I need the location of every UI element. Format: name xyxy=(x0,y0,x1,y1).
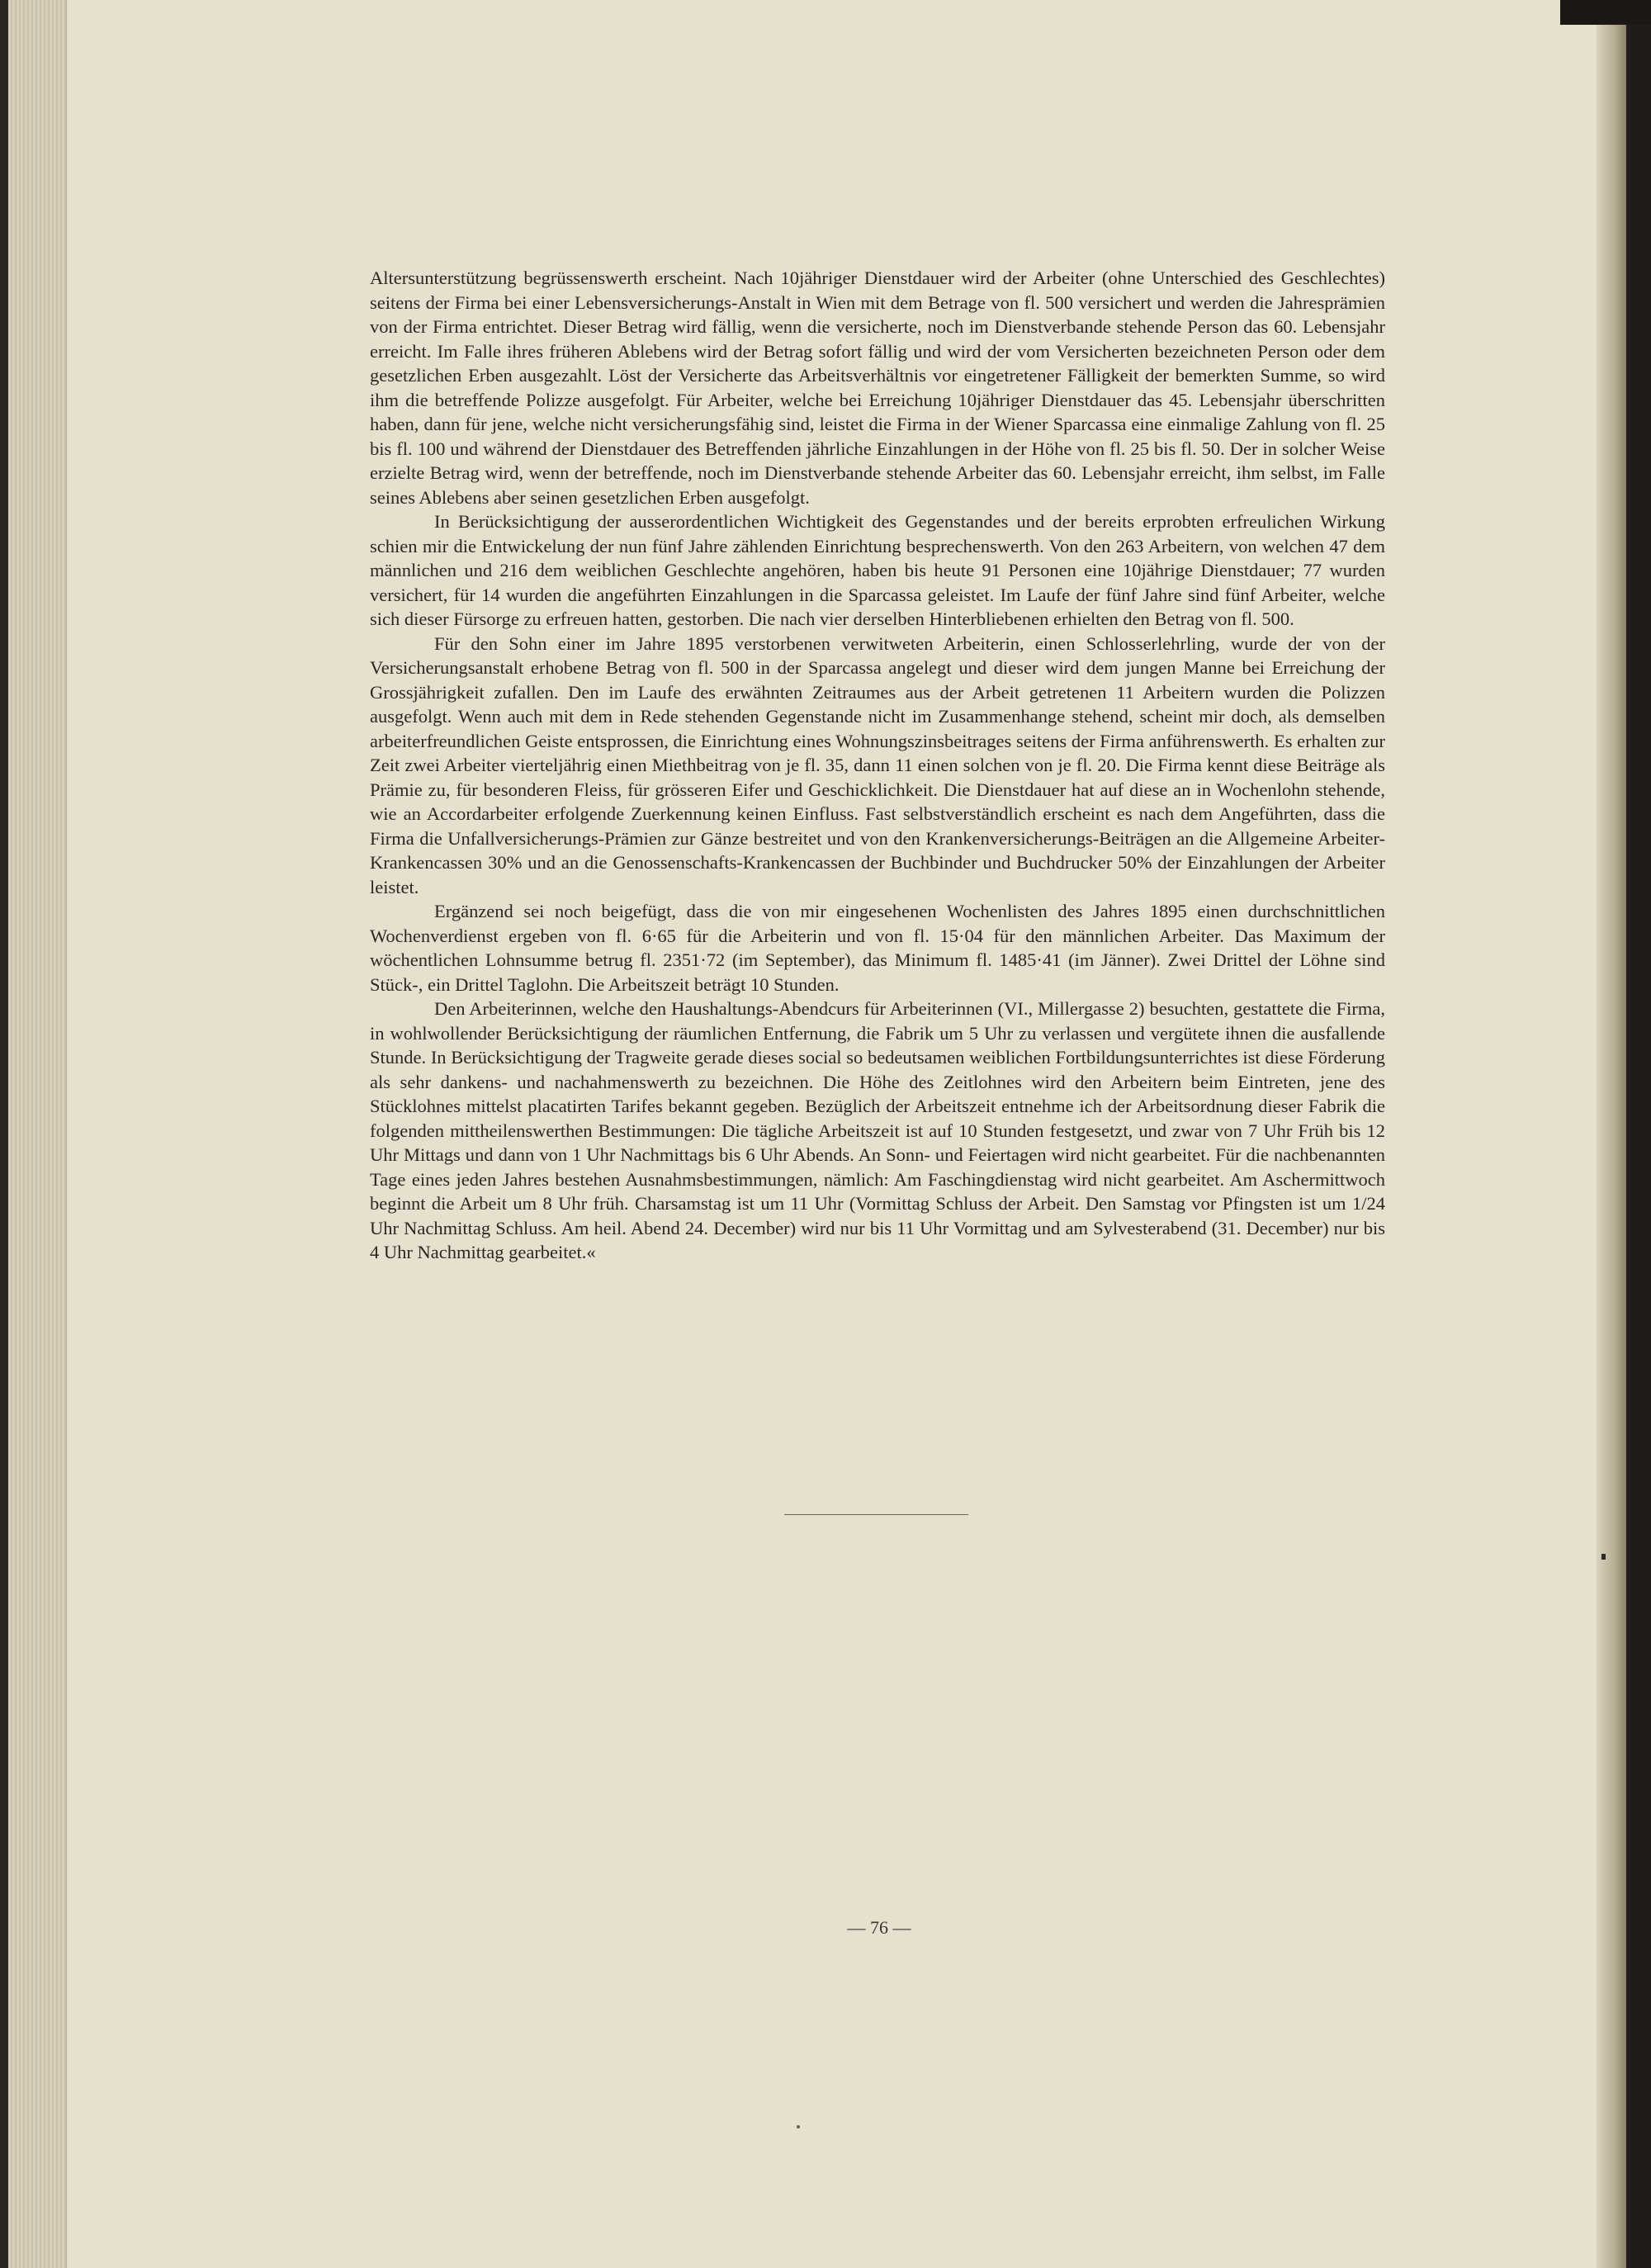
paragraph: Für den Sohn einer im Jahre 1895 verstorbenen verwitweten Arbeiterin, einen Schlosserlehrling, wurde der von der Versicherungsanstalt erhobene Betrag von fl. 500 in der Sparcassa angelegt und dieser wird dem jungen Manne bei Erreichung der Grossjährigkeit zufallen. Den im Laufe des erwähnten Zeitraumes aus der Arbeit getretenen 11 Arbeitern wurden die Polizzen ausgefolgt. Wenn auch mit dem in Rede stehenden Gegenstande nicht im Zusammenhange stehend, scheint mir doch, als demselben arbeiterfreundlichen Geiste entsprossen, die Einrichtung eines Wohnungszinsbeitrages seitens der Firma anführenswerth. Es erhalten zur Zeit zwei Arbeiter vierteljährig einen Miethbeitrag von je fl. 35, dann 11 einen solchen von je fl. 20. Die Firma kennt diese Beiträge als Prämie zu, für besonderen Fleiss, für grösseren Eifer und Geschicklichkeit. Die Dienstdauer hat auf diese an in Wochenlohn stehende, wie an Accordarbeiter erfolgende Zuerkennung keinen Einfluss. Fast selbstverständlich erscheint es nach dem Angeführten, dass die Firma die Unfallversicherungs-Prämien zur Gänze bestreitet und von den Krankenversicherungs-Beiträgen an die Allgemeine Arbeiter-Krankencassen 30% und an die Genossenschafts-Krankencassen der Buchbinder und Buchdrucker 50% der Einzahlungen der Arbeiter leistet. xyxy=(370,632,1385,897)
scanner-border-top xyxy=(1560,0,1651,25)
page-edge-shadow xyxy=(1597,0,1626,2268)
scanner-border xyxy=(1626,0,1651,2268)
binding-edge xyxy=(8,0,67,2268)
paragraph: Ergänzend sei noch beigefügt, dass die von mir eingesehenen Wochenlisten des Jahres 1895 einen durchschnittlichen Wochenverdienst ergeben von fl. 6·65 für die Arbeiterin und von fl. 15·04 für den männlichen Arbeiter. Das Maximum der wöchentlichen Lohnsumme betrug fl. 2351·72 (im September), das Minimum fl. 1485·41 (im Jänner). Zwei Drittel der Löhne sind Stück-, ein Drittel Taglohn. Die Arbeitszeit beträgt 10 Stunden. xyxy=(370,901,1385,995)
paper-speck xyxy=(797,2125,800,2128)
page-number: — 76 — xyxy=(847,1917,911,1938)
body-text xyxy=(370,266,1385,1265)
paragraph: Den Arbeiterinnen, welche den Haushaltungs-Abendcurs für Arbeiterinnen (VI., Millergasse 2) besuchten, gestattete die Firma, in wohlwollender Berücksichtigung der räumlichen Entfernung, die Fabrik um 5 Uhr zu verlassen und vergütete ihnen die ausfallende Stunde. In Berücksichtigung der Tragweite gerade dieses social so bedeutsamen weiblichen Fortbildungsunterrichtes ist diese Förderung als sehr dankens- und nachahmenswerth zu bezeichnen. Die Höhe des Zeitlohnes wird den Arbeitern beim Eintreten, jene des Stücklohnes mittelst placatirten Tarifes bekannt gegeben. Bezüglich der Arbeitszeit entnehme ich der Arbeitsordnung dieser Fabrik die folgenden mittheilenswerthen Bestimmungen: Die tägliche Arbeitszeit ist auf 10 Stunden festgesetzt, und zwar von 7 Uhr Früh bis 12 Uhr Mittags und dann von 1 Uhr Nachmittags bis 6 Uhr Abends. An Sonn- und Feiertagen wird nicht gearbeitet. Für die nachbenannten Tage eines jeden Jahres bestehen Ausnahmsbestimmungen, nämlich: Am Faschingdienstag wird nicht gearbeitet. Am Aschermittwoch beginnt die Arbeit um 8 Uhr früh. Charsamstag ist um 11 Uhr (Vormittag Schluss der Arbeit. Den Samstag vor Pfingsten ist um 1/24 Uhr Nachmittag Schluss. Am heil. Abend 24. December) wird nur bis 11 Uhr Vormittag und am Sylvesterabend (31. December) nur bis 4 Uhr Nachmittag gearbeitet.« xyxy=(370,998,1385,1262)
paragraph: In Berücksichtigung der ausserordentlichen Wichtigkeit des Gegenstandes und der bereits erprobten erfreulichen Wirkung schien mir die Entwickelung der nun fünf Jahre zählenden Einrichtung besprechenswerth. Von den 263 Arbeitern, von welchen 47 dem männlichen und 216 dem weiblichen Geschlechte angehören, haben bis heute 91 Personen eine 10jährige Dienstdauer; 77 wurden versichert, für 14 wurden die angeführten Einzahlungen in die Sparcassa geleistet. Im Laufe der fünf Jahre sind fünf Arbeiter, welche sich dieser Fürsorge zu erfreuen hatten, gestorben. Die nach vier derselben Hinterbliebenen erhielten den Betrag von fl. 500. xyxy=(370,511,1385,629)
paragraph: Altersunterstützung begrüssenswerth erscheint. Nach 10jähriger Dienstdauer wird der Arbeiter (ohne Unterschied des Geschlechtes) seitens der Firma bei einer Lebensversicherungs-Anstalt in Wien mit dem Betrage von fl. 500 versichert und werden die Jahresprämien von der Firma entrichtet. Dieser Betrag wird fällig, wenn die versicherte, noch im Dienstverbande stehende Person das 60. Lebensjahr erreicht. Im Falle ihres früheren Ablebens wird der Betrag sofort fällig und wird der vom Versicherten bezeichneten Person oder dem gesetzlichen Erben ausgezahlt. Löst der Versicherte das Arbeitsverhältnis vor eingetretener Fälligkeit der bemerkten Summe, so wird ihm die betreffende Polizze ausgefolgt. Für Arbeiter, welche bei Erreichung 10jähriger Dienstdauer das 45. Lebensjahr überschritten haben, dann für jene, welche nicht versicherungsfähig sind, leistet die Firma in der Wiener Sparcassa eine einmalige Zahlung von fl. 25 bis fl. 100 und während der Dienstdauer des Betreffenden jährliche Einzahlungen in der Höhe von fl. 25 bis fl. 50. Der in solcher Weise erzielte Betrag wird, wenn der betreffende, noch im Dienstverbande stehende Arbeiter das 60. Lebensjahr erreicht, ihm selbst, im Falle seines Ablebens aber seinen gesetzlichen Erben ausgefolgt. xyxy=(370,268,1385,508)
paper-speck xyxy=(1601,1554,1606,1560)
section-divider xyxy=(784,1514,968,1515)
